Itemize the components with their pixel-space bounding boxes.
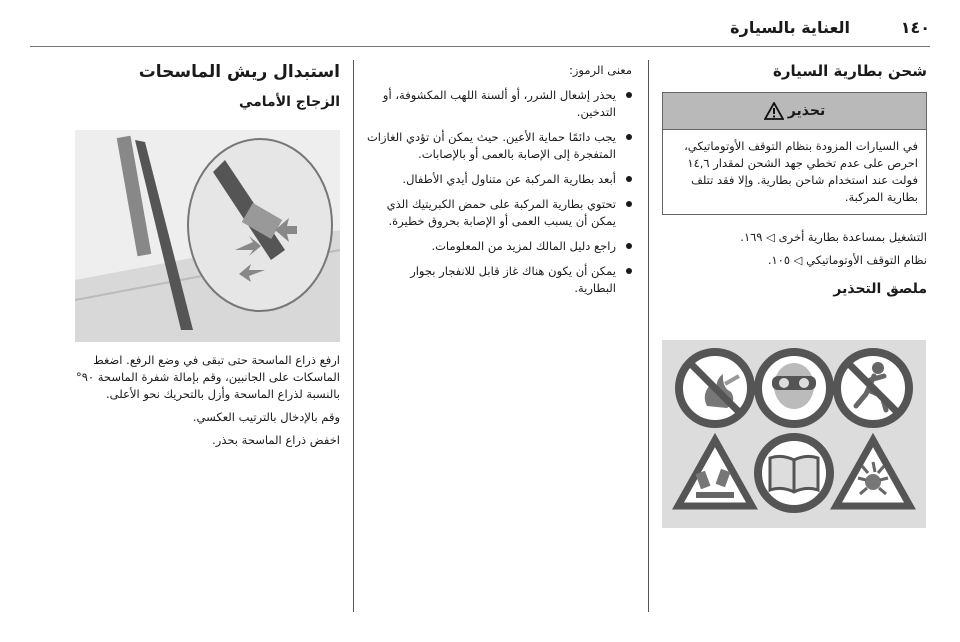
section-title-battery-charging: شحن بطارية السيارة xyxy=(772,62,927,80)
list-item: أبعد بطارية المركبة عن متناول أيدي الأطفال. xyxy=(366,171,632,188)
instruction-paragraph: اخفض ذراع الماسحة بحذر. xyxy=(212,433,340,447)
section-title-wiper-blades: استبدال ريش الماسحات xyxy=(138,62,340,82)
warning-label-heading: ملصق التحذير xyxy=(833,281,927,297)
battery-warning-label xyxy=(662,340,926,528)
symbols-meaning-column xyxy=(366,62,632,305)
column-divider-left xyxy=(353,60,354,612)
read-manual-icon xyxy=(758,437,830,509)
list-item: يحذر إشعال الشرر، أو ألسنة اللهب المكشوفة، أو التدخين. xyxy=(366,87,632,121)
list-item: تحتوي بطارية المركبة على حمض الكبريتيك الذي يمكن أن يسبب العمى أو الإصابة بحروق خطيرة. xyxy=(366,196,632,230)
symbols-list xyxy=(366,87,632,297)
instruction-paragraph: وقم بالإدخال بالترتيب العكسي. xyxy=(192,410,340,424)
reference-autostop: نظام التوقف الأوتوماتيكي ◁ ١٠٥. xyxy=(767,253,927,267)
page-header xyxy=(0,0,960,50)
header-rule xyxy=(30,46,930,47)
running-title: العناية بالسيارة xyxy=(730,18,850,37)
warning-box xyxy=(662,92,927,215)
battery-charging-column xyxy=(662,62,927,307)
symbols-intro: معنى الرموز: xyxy=(569,63,632,77)
eye-protection-icon xyxy=(758,352,830,424)
warning-text: في السيارات المزودة بنظام التوقف الأوتوماتيكي، احرص على عدم تخطي جهد الشحن لمقدار ١٤,٦ فولت عند استخدام شاحن بطارية. وإلا فقد تتلف بطارية المركبة. xyxy=(684,139,918,204)
column-divider-right xyxy=(648,60,649,612)
list-item: يمكن أن يكون هناك غاز قابل للانفجار بجوار البطارية. xyxy=(366,263,632,297)
reference-jump-start: التشغيل بمساعدة بطارية أخرى ◁ ١٦٩. xyxy=(740,230,927,244)
wiper-instructions xyxy=(74,352,340,455)
wiper-blade-illustration xyxy=(75,130,340,342)
explosive-gas-icon xyxy=(836,440,910,506)
warning-label: تحذير xyxy=(787,103,826,119)
subsection-title-windscreen: الزجاج الأمامي xyxy=(238,94,340,110)
keep-away-children-icon xyxy=(837,352,909,424)
warning-header xyxy=(663,93,926,129)
wiper-blade-column xyxy=(74,62,340,120)
corrosive-acid-icon xyxy=(678,440,752,506)
instruction-paragraph: ارفع ذراع الماسحة حتى تبقى في وضع الرفع. اضغط الماسكات على الجانبين، وقم بإمالة شفرة الماسحة ٩٠° بالنسبة لذراع الماسحة وأزل بالتحريك نحو الأعلى. xyxy=(76,353,340,401)
list-item: يجب دائمًا حماية الأعين. حيث يمكن أن تؤدي الغازات المتفجرة إلى الإصابة بالعمى أو بالإصابات. xyxy=(366,129,632,163)
list-item: راجع دليل المالك لمزيد من المعلومات. xyxy=(366,238,632,255)
no-flames-icon xyxy=(679,352,751,424)
page-number: ١٤٠ xyxy=(900,18,930,37)
warning-triangle-icon xyxy=(764,102,784,120)
